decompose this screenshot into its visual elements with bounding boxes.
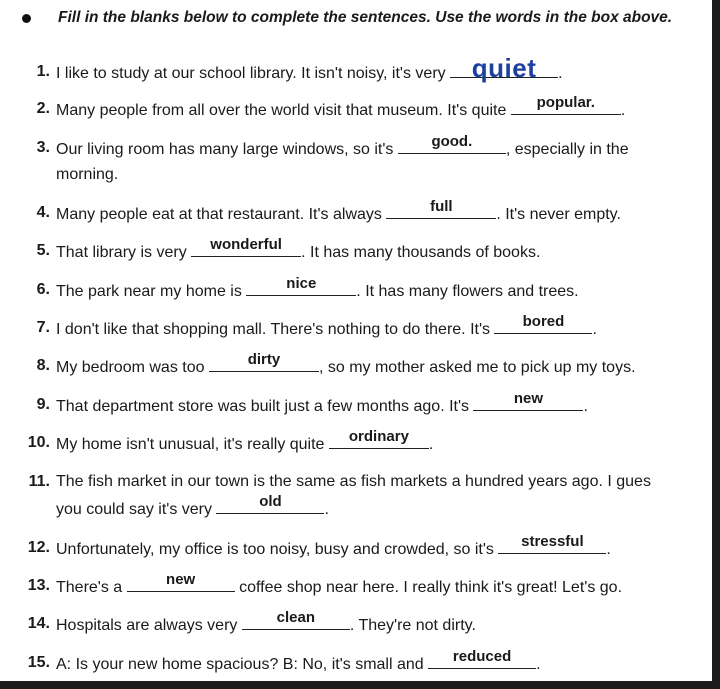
answer-text: nice (286, 275, 317, 292)
bullet-icon (22, 14, 31, 23)
answer-text: bored (522, 313, 565, 330)
sentence-text: Hospitals are always very (56, 617, 242, 634)
item-number: 5. (36, 242, 50, 259)
answer-text: stressful (521, 533, 584, 550)
sentence-end: , so my mother asked me to pick up my toys. (318, 359, 636, 376)
answer-blank[interactable] (191, 236, 301, 257)
sentence-3-continuation: morning. (56, 166, 119, 183)
answer-text: reduced (452, 648, 512, 665)
sentence-text: The fish market in our town is the same as fish markets a hundred years ago. I gues (56, 473, 651, 490)
sentence-text: That department store was built just a few months ago. It's (56, 398, 474, 415)
sentence-text: I don't like that shopping mall. There's nothing to do there. It's (56, 321, 495, 338)
item-number: 3. (36, 139, 50, 156)
item-number: 9. (36, 396, 50, 413)
item-number: 10. (27, 434, 50, 451)
item-number: 6. (36, 281, 50, 298)
answer-blank[interactable] (242, 609, 350, 630)
answer-text: new (513, 390, 544, 407)
sentence-end: . (606, 541, 611, 558)
sentence-text: Unfortunately, my office is too noisy, busy and crowded, so it's (56, 541, 499, 558)
answer-blank[interactable] (498, 533, 606, 554)
sentence-text: That library is very (56, 244, 192, 261)
sentence-text: A: Is your new home spacious? B: No, it's small and (56, 656, 429, 673)
photo-frame-edge-right (712, 0, 720, 689)
answer-text: dirty (247, 351, 281, 368)
sentence-text: I like to study at our school library. It isn't noisy, it's very (56, 65, 451, 82)
sentence-end: . It has many thousands of books. (301, 244, 541, 261)
sentence-end: . (583, 398, 588, 415)
handwritten-answer: quiet (471, 53, 537, 83)
sentence-end: . (558, 65, 563, 82)
answer-blank[interactable] (209, 351, 319, 372)
photo-frame-edge-bottom (0, 681, 720, 689)
sentence-end: . It has many flowers and trees. (356, 283, 579, 300)
answer-blank[interactable] (511, 94, 621, 115)
answer-blank[interactable] (473, 390, 583, 411)
item-number: 13. (27, 577, 50, 594)
answer-blank[interactable] (428, 648, 536, 669)
answer-blank[interactable] (216, 493, 324, 514)
item-number: 12. (27, 539, 50, 556)
answer-text: good. (431, 133, 473, 150)
item-number: 2. (36, 100, 50, 117)
answer-text: ordinary (348, 428, 409, 445)
sentence-11-continuation (56, 493, 329, 519)
answer-text: wonderful (210, 236, 282, 253)
answer-blank[interactable] (329, 428, 429, 449)
item-number: 11. (28, 473, 50, 490)
item-number: 15. (27, 654, 50, 671)
sentence-text: Our living room has many large windows, so it's (56, 141, 398, 158)
answer-blank[interactable] (494, 313, 592, 334)
item-number: 1. (36, 63, 50, 80)
sentence-end: , especially in the (505, 141, 629, 158)
sentence-text: Many people from all over the world visit that museum. It's quite (56, 102, 511, 119)
sentence-end: . It's never empty. (496, 206, 621, 223)
answer-blank[interactable] (450, 53, 558, 83)
sentence-text: My bedroom was too (56, 359, 209, 376)
sentence-end: . (620, 102, 626, 119)
sentence-text: Many people eat at that restaurant. It's always (56, 206, 387, 223)
sentence-text: The park near my home is (56, 283, 247, 300)
answer-blank[interactable] (386, 198, 496, 219)
answer-text: popular. (536, 94, 595, 111)
answer-text: new (166, 571, 196, 588)
sentence-end: . (536, 656, 541, 673)
item-number: 7. (36, 319, 50, 336)
sentence-end: . (324, 501, 329, 518)
answer-blank[interactable] (398, 133, 506, 154)
item-number: 4. (36, 204, 50, 221)
answer-blank[interactable] (127, 571, 235, 592)
answer-text: full (430, 198, 453, 215)
sentence-end: coffee shop near here. I really think it's great! Let's go. (234, 579, 623, 596)
item-number: 14. (27, 615, 50, 632)
answer-blank[interactable] (246, 275, 356, 296)
sentence-text: My home isn't unusual, it's really quite (56, 436, 329, 453)
item-number: 8. (36, 357, 50, 374)
sentence-text: There's a (56, 579, 127, 596)
answer-text: old (259, 493, 282, 510)
instruction-text: Fill in the blanks below to complete the sentences. Use the words in the box above. (58, 9, 673, 26)
sentence-text: you could say it's very (56, 501, 217, 518)
sentence-end: . (428, 436, 434, 453)
answer-text: clean (276, 609, 316, 626)
sentence-end: . They're not dirty. (349, 617, 476, 634)
sentence-end: . (592, 321, 597, 338)
